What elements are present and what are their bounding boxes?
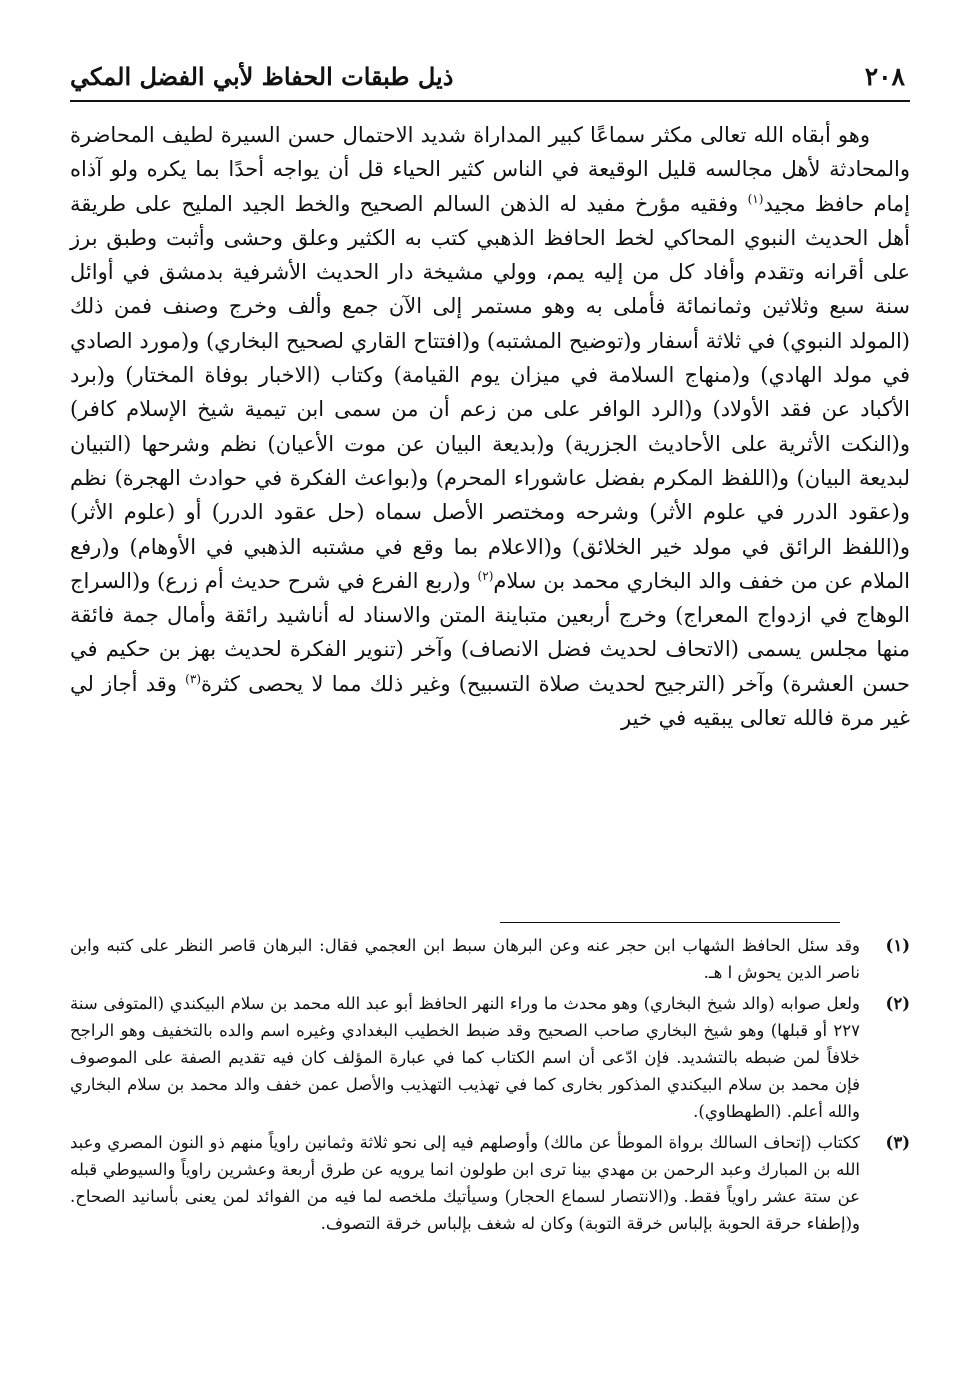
- footnote-ref-3: (٣): [185, 671, 201, 686]
- footnote-ref-2: (٢): [477, 568, 494, 583]
- footnote-3: [70, 1129, 910, 1237]
- footnote-number: (١): [885, 936, 910, 955]
- footnote-text: ولعل صوابه (والد شيخ البخاري) وهو محدث ما وراء النهر الحافظ أبو عبد الله محمد بن سلام البيكندي (المتوفى سنة ٢٢٧ أو قبلها) وهو شيخ البخاري صاحب الصحيح وقد ضبط الخطيب البغدادي وغيره اسم والده بالتخفيف وهو الراجح خلافاً لمن ضبطه بالتشديد. فإن ادّعى أن اسم الكتاب كما في عبارة المؤلف كان فيه تقديم الصفة على الموصوف فإن محمد بن سلام البيكندي المذكور بخارى كما في تهذيب التهذيب والأصل عمن خفف والد محمد بن سلام البخاري والله أعلم. (الطهطاوي).: [70, 994, 860, 1121]
- paragraph: [70, 118, 910, 735]
- footnote-text: ككتاب (إتحاف السالك برواة الموطأ عن مالك) وأوصلهم فيه إلى نحو ثلاثة وثمانين راوياً منهم ذو النون المصري وعبد الله بن المبارك وعبد الرحمن بن مهدي بينا ترى ابن طولون انما يرويه عن طرق أربعة وعشرين راوياً والسيوطي قبله عن ستة عشر راوياً فقط. و(الانتصار لسماع الحجار) وسيأتيك ملخصه لما فيه من الفوائد لمن يعنى بأسانيد الصحاح. و(إطفاء حرقة الحوبة بإلباس خرقة التوبة) وكان له شغف بإلباس خرقة التصوف.: [70, 1133, 860, 1233]
- body-text-segment: وقد أجاز لي غير مرة فالله تعالى يبقيه في خير: [70, 671, 910, 731]
- header-divider: [70, 100, 910, 102]
- running-title: ذيل طبقات الحفاظ لأبي الفضل المكي: [70, 61, 454, 91]
- page-header: [70, 52, 905, 100]
- footnote-number: (٣): [885, 1133, 910, 1152]
- footnote-divider: [500, 922, 840, 923]
- body-text-segment: و(ربع الفرع في شرح حديث أم زرع) و(السراج الوهاج في ازدواج المعراج) وخرج أربعين متباينة المتن والاسناد له أناشيد رائقة وأمال جمة فائقة منها مجلس يسمى (الاتحاف لحديث فضل الانصاف) وآخر (تنوير الفكرة لحديث بهز بن حكيم في حسن العشرة) وآخر (الترجيح لحديث صلاة التسبيح) وغير ذلك مما لا يحصى كثرة: [70, 568, 910, 696]
- footnote-1: [70, 932, 910, 986]
- body-text-segment: وهو أبقاه الله تعالى مكثر سماعًا كبير المداراة شديد الاحتمال حسن السيرة لطيف المحاضرة والمحادثة لأهل مجالسه قليل الوقيعة في الناس كثير الحياء قل أن يواجه أحدًا بما يكره ولو آذاه إمام حافظ مجيد: [70, 123, 910, 216]
- footnote-text: وقد سئل الحافظ الشهاب ابن حجر عنه وعن البرهان سبط ابن العجمي فقال: البرهان قاصر النظر على كتبه وابن ناصر الدين يحوش ا هـ.: [70, 936, 860, 982]
- main-text: [70, 118, 910, 735]
- footnote-2: [70, 990, 910, 1125]
- page-number: ٢٠٨: [864, 61, 905, 91]
- footnote-ref-1: (١): [747, 191, 764, 206]
- footnote-number: (٢): [885, 994, 910, 1013]
- footnotes: [70, 932, 910, 1241]
- body-text-segment: وفقيه مؤرخ مفيد له الذهن السالم الصحيح والخط الجيد المليح على طريقة أهل الحديث النبوي المحاكي لخط الحافظ الذهبي كتب به الكثير وعلق وحشى وأثبت وطبق برز على أقرانه وتقدم وأفاد كل من إليه يمم، وولي مشيخة دار الحديث الأشرفية بدمشق في أوائل سنة سبع وثلاثين وثمانمائة فأملى به وهو مستمر إلى الآن جمع وألف وخرج وصنف فمن ذلك (المولد النبوي) في ثلاثة أسفار و(توضيح المشتبه) و(افتتاح القاري لصحيح البخاري) و(مورد الصادي في مولد الهادي) و(منهاج السلامة في ميزان يوم القيامة) وكتاب (الاخبار بوفاة المختار) و(برد الأكباد عن فقد الأولاد) و(الرد الوافر على من زعم أن من سمى ابن تيمية شيخ الإسلام كافر) و(النكت الأثرية على الأحاديث الجزرية) و(بديعة البيان عن موت الأعيان) نظم وشرحها (التبيان لبديعة البيان) و(اللفظ المكرم بفضل عاشوراء المحرم) و(بواعث الفكرة في حوادث الهجرة) نظم و(عقود الدرر في علوم الأثر) وشرحه ومختصر الأصل سماه (حل عقود الدرر) أو (علوم الأثر) و(اللفظ الرائق في مولد خير الخلائق) و(الاعلام بما وقع في مشتبه الذهبي في الأوهام) و(رفع الملام عن من خفف والد البخاري محمد بن سلام: [70, 191, 910, 593]
